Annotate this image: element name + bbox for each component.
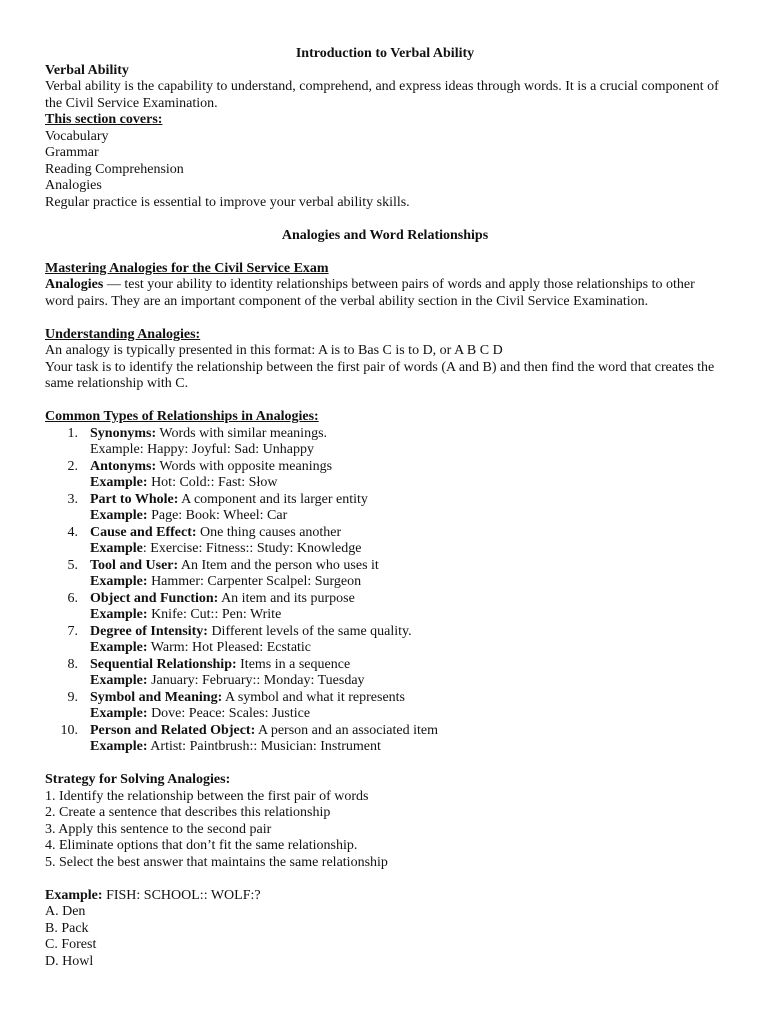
example-text: Artist: Paintbrush:: Musician: Instrument <box>147 739 381 754</box>
item-desc: Words with similar meanings. <box>156 425 328 441</box>
document-page <box>45 46 725 970</box>
covers-item-grammar: Grammar <box>45 145 99 160</box>
item-desc: Items in a sequence <box>236 656 351 672</box>
example-label: Example: <box>90 475 148 490</box>
example-text: Happy: Joyful: Sad: Unhappy <box>143 442 314 457</box>
list-item <box>45 657 725 690</box>
list-item <box>45 624 725 657</box>
item-number: 8. <box>67 656 78 672</box>
item-name: Sequential Relationship: <box>90 656 237 672</box>
example-label: Example <box>90 541 143 556</box>
answer-option-b: B. Pack <box>45 920 89 936</box>
item-name: Part to Whole: <box>90 491 179 507</box>
spacer <box>45 211 725 228</box>
item-desc: An item and its purpose <box>218 590 355 606</box>
example-label: Example: <box>90 640 148 655</box>
item-name: Tool and User: <box>90 557 179 573</box>
item-number: 6. <box>67 590 78 606</box>
item-number: 3. <box>67 491 78 507</box>
answer-option-c: C. Forest <box>45 937 97 952</box>
example-label: Example: <box>90 442 144 457</box>
spacer <box>45 310 725 327</box>
section-covers-label: This section covers: <box>45 112 163 127</box>
item-desc: An Item and the person who uses it <box>178 557 379 573</box>
item-number: 9. <box>67 689 78 705</box>
example-label: Example: <box>90 706 148 721</box>
spacer <box>45 871 725 888</box>
practice-note: Regular practice is essential to improve your verbal ability skills. <box>45 194 410 210</box>
spacer <box>45 244 725 261</box>
strategy-step: 2. Create a sentence that describes this relationship <box>45 805 331 820</box>
example-text: January: February:: Monday: Tuesday <box>147 673 365 688</box>
analogies-title: Analogies and Word Relationships <box>281 227 489 243</box>
analogy-task-line: Your task is to identify the relationship between the first pair of words (A and B) and then find the word that creates the same relationship with C. <box>45 359 715 391</box>
item-desc: A symbol and what it represents <box>222 689 406 705</box>
item-desc: Words with opposite meanings <box>156 458 333 474</box>
example-question <box>45 888 725 905</box>
example-text: Page: Book: Wheel: Car <box>147 508 288 523</box>
example-label: Example: <box>90 739 148 754</box>
item-name: Antonyms: <box>90 458 157 474</box>
example-text: Dove: Peace: Scales: Justice <box>147 706 311 721</box>
item-number: 7. <box>67 623 78 639</box>
item-number: 5. <box>67 557 78 573</box>
understanding-heading: Understanding Analogies: <box>45 326 201 342</box>
example-label: Example: <box>90 574 148 589</box>
answer-option-a: A. Den <box>45 904 86 919</box>
list-item <box>45 459 725 492</box>
item-number: 1. <box>67 425 78 441</box>
list-item <box>45 525 725 558</box>
strategy-step: 3. Apply this sentence to the second pair <box>45 821 272 837</box>
item-name: Object and Function: <box>90 590 219 606</box>
relationship-types-list <box>45 426 725 756</box>
mastering-heading: Mastering Analogies for the Civil Service Exam <box>45 260 329 276</box>
spacer <box>45 393 725 410</box>
example-text: : Exercise: Fitness:: Study: Knowledge <box>142 541 362 556</box>
verbal-ability-description: Verbal ability is the capability to understand, comprehend, and express ideas through words. It is a crucial component of the Civil Service Examination. <box>45 79 719 111</box>
list-item <box>45 558 725 591</box>
list-item <box>45 591 725 624</box>
strategy-heading: Strategy for Solving Analogies: <box>45 772 231 787</box>
analogy-format-line: An analogy is typically presented in this format: A is to Bas C is to D, or A B C D <box>45 343 503 358</box>
item-desc: A person and an associated item <box>255 722 438 738</box>
covers-item-reading-comprehension: Reading Comprehension <box>45 161 184 177</box>
spacer <box>45 756 725 773</box>
analogies-definition-text: — test your ability to identity relationships between pairs of words and apply those relationships to other word pairs. They are an important component of the verbal ability section in the Civil Service Examination. <box>45 277 695 309</box>
item-name: Degree of Intensity: <box>90 623 208 639</box>
example-text: Knife: Cut:: Pen: Write <box>147 607 282 622</box>
covers-item-vocabulary: Vocabulary <box>45 128 109 144</box>
strategy-step: 5. Select the best answer that maintains the same relationship <box>45 854 388 870</box>
item-number: 10. <box>60 722 78 738</box>
example-label: Example: <box>90 508 148 523</box>
item-number: 2. <box>67 458 78 474</box>
item-name: Synonyms: <box>90 425 157 441</box>
answer-option-d: D. Howl <box>45 953 94 969</box>
example-text: Hot: Cold:: Fast: Słow <box>147 475 278 490</box>
list-item <box>45 723 725 756</box>
example-label: Example: <box>90 607 148 622</box>
item-name: Symbol and Meaning: <box>90 689 223 705</box>
analogies-term: Analogies <box>45 277 104 292</box>
list-item <box>45 426 725 459</box>
item-desc: A component and its larger entity <box>178 491 368 507</box>
list-item <box>45 690 725 723</box>
item-name: Cause and Effect: <box>90 524 197 540</box>
relationship-types-heading: Common Types of Relationships in Analogies: <box>45 409 319 424</box>
example-label: Example: <box>90 673 148 688</box>
item-desc: One thing causes another <box>196 524 342 540</box>
strategy-step: 4. Eliminate options that don’t fit the same relationship. <box>45 838 358 853</box>
example-question-label: Example: <box>45 887 103 903</box>
example-text: Hammer: Carpenter Scalpel: Surgeon <box>147 574 362 589</box>
list-item <box>45 492 725 525</box>
item-number: 4. <box>67 524 78 540</box>
strategy-step: 1. Identify the relationship between the first pair of words <box>45 788 369 804</box>
example-text: Warm: Hot Pleased: Ecstatic <box>147 640 312 655</box>
intro-title: Introduction to Verbal Ability <box>295 46 475 61</box>
item-desc: Different levels of the same quality. <box>207 623 412 639</box>
covers-item-analogies: Analogies <box>45 178 102 193</box>
analogies-definition <box>45 277 725 310</box>
item-name: Person and Related Object: <box>90 722 256 738</box>
example-question-text: FISH: SCHOOL:: WOLF:? <box>102 887 261 903</box>
verbal-ability-heading: Verbal Ability <box>45 62 129 78</box>
